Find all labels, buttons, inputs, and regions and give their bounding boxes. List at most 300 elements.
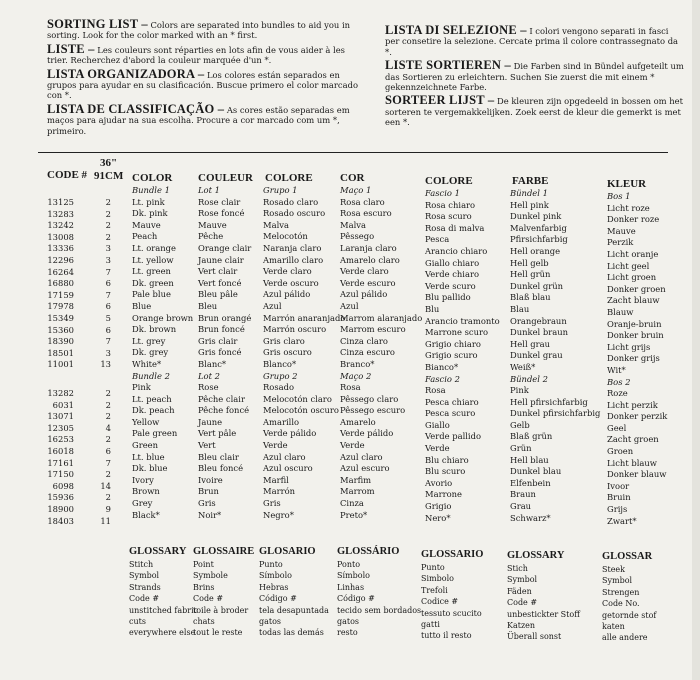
color-name: Geel: [607, 422, 627, 433]
color-name: Gris: [263, 498, 281, 509]
color-name: Melocotón oscuro: [263, 405, 339, 416]
bundle-label: Grupo 1: [263, 185, 298, 195]
color-name: Licht perzik: [607, 399, 658, 410]
color-name: Grün: [510, 443, 532, 454]
color-name: Blu: [425, 303, 440, 314]
color-name: Pesca: [425, 234, 450, 245]
glossary-item: todas las demás: [259, 628, 324, 638]
glossary-it: [421, 548, 483, 642]
glossary-item: Símbolo: [337, 571, 370, 581]
glossary-item: gatos: [259, 617, 282, 627]
color-name: Azul escuro: [340, 463, 390, 474]
color-name: Verde claro: [340, 266, 389, 277]
color-name: Verde claro: [263, 266, 312, 277]
glossary-item: chats: [193, 617, 215, 627]
color-name: Grigio chiaro: [425, 338, 481, 349]
header-kleur: KLEUR: [607, 178, 647, 190]
color-name: Licht grijs: [607, 341, 651, 352]
color-name: Vert: [198, 440, 216, 451]
code-column-bundle1: [40, 197, 74, 371]
color-name: Lt. pink: [132, 196, 165, 207]
color-name: Rosa di malva: [425, 222, 485, 233]
glossary-item: Code #: [507, 598, 538, 608]
color-name: Azul claro: [340, 451, 383, 462]
color-name: Licht groen: [607, 272, 657, 283]
glossary-item: Punto: [421, 563, 445, 572]
glossary-item: Código #: [259, 594, 297, 604]
color-code: 6098: [52, 480, 74, 491]
intro-paragraph: [47, 19, 367, 41]
intro-text: Les couleurs sont réparties en lots afin de vous aider à les trier. Recherchez d'abord la couleur marquée d'un *.: [47, 44, 345, 66]
color-name: Rosa scuro: [425, 211, 472, 222]
bundle-label: Fascio 1: [425, 188, 460, 198]
color-name: Blau: [510, 303, 530, 314]
color-name: Yellow: [132, 416, 160, 427]
glossary-item: katen: [602, 622, 625, 632]
glossary-en: [129, 545, 198, 639]
glossary-item: Code #: [193, 594, 224, 604]
color-name: Licht geel: [607, 260, 650, 271]
color-name: Pfirsichfarbig: [510, 234, 568, 245]
color-code: 6031: [52, 399, 74, 410]
intro-left: [47, 19, 367, 139]
strand-count: 5: [105, 312, 111, 323]
color-name: Dk. brown: [132, 324, 177, 335]
color-name: Cinza: [340, 498, 364, 509]
color-name: Gelb: [510, 419, 530, 430]
color-name: Donker groen: [607, 283, 666, 294]
color-name: Marrom: [340, 486, 375, 497]
color-name: Wit*: [607, 364, 626, 375]
kleur-column: [607, 191, 667, 527]
strand-count: 13: [100, 359, 111, 370]
color-code: 13282: [47, 388, 74, 398]
strand-count: 2: [105, 399, 111, 410]
color-name: Blu chiaro: [425, 454, 469, 465]
color-name: Lt. yellow: [132, 254, 174, 265]
strand-count: 6: [105, 278, 111, 289]
color-name: Pesca chiaro: [425, 396, 479, 407]
header-cor: COR: [340, 172, 365, 184]
color-name: Dunkel grün: [510, 280, 564, 291]
color-name: Pêche clair: [198, 393, 245, 404]
strand-count: 2: [105, 411, 111, 422]
color-name: Rosado oscuro: [263, 208, 326, 219]
glossary-item: Code No.: [602, 599, 640, 609]
color-code: 15360: [47, 324, 74, 335]
color-name: Vert clair: [198, 266, 238, 277]
color-name: Dk. pink: [132, 208, 168, 219]
color-name: Marrom alaranjado: [340, 312, 423, 323]
glossary-item: Código #: [337, 594, 375, 604]
glossary-item: Symbol: [129, 571, 160, 581]
strand-count: 2: [105, 220, 111, 231]
glossary-item: Trefoli: [421, 585, 448, 595]
glossary-item: Stich: [507, 564, 528, 573]
color-code: 17978: [47, 301, 74, 312]
color-name: Brun orangé: [198, 312, 252, 323]
color-name: Orangebraun: [510, 315, 567, 326]
glossary-title: GLOSSARY: [129, 546, 187, 557]
color-name: Blu pallido: [425, 292, 471, 303]
color-name: Pêche foncé: [198, 405, 250, 416]
intro-title: LISTE –: [47, 41, 95, 56]
color-name: Bleu: [198, 300, 218, 311]
color-name: Grijs: [607, 504, 628, 515]
color-name: Lt. blue: [132, 451, 165, 462]
divider-line: [38, 152, 668, 153]
glossary-pt: [337, 545, 421, 639]
color-name: Schwarz*: [510, 512, 551, 523]
color-name: Green: [132, 440, 159, 451]
color-name: Rosa claro: [340, 196, 385, 207]
intro-paragraph: [47, 101, 367, 136]
color-name: White*: [132, 358, 162, 369]
glossary-item: Codice #: [421, 597, 459, 607]
color-code: 13283: [47, 208, 74, 219]
bundle-label: Bundle 2: [132, 370, 170, 381]
color-name: Verde scuro: [425, 280, 476, 291]
color-name: Gris: [198, 498, 216, 509]
color-name: Hell grau: [510, 338, 551, 349]
glossary-title: GLOSSARIO: [421, 549, 484, 560]
color-code: 18900: [47, 503, 74, 514]
color-name: Avorio: [425, 477, 453, 488]
color-name: Jaune clair: [198, 254, 244, 265]
glossary-item: everywhere else: [129, 628, 196, 638]
glossary-item: gatti: [421, 620, 440, 630]
strand-count: 14: [100, 480, 111, 491]
color-column: [132, 185, 193, 521]
color-name: Rosado claro: [263, 196, 319, 207]
glossary-item: toile à broder: [193, 605, 249, 615]
colore-it-column: [425, 188, 500, 524]
color-name: Hell gelb: [510, 257, 549, 268]
color-code: 13336: [47, 243, 74, 254]
color-code: 18390: [47, 336, 74, 347]
color-name: Zacht groen: [607, 434, 659, 445]
glossary-item: Símbolo: [259, 571, 292, 581]
color-name: Azul: [263, 300, 282, 311]
color-name: Verde: [340, 440, 365, 451]
strand-count: 2: [105, 197, 111, 207]
bundle-label: Bundle 1: [132, 185, 170, 195]
strand-count: 7: [105, 266, 111, 277]
color-name: Weiß*: [510, 361, 536, 372]
color-name: Donker roze: [607, 214, 660, 225]
glossary-title: GLOSARIO: [259, 546, 316, 557]
couleur-column: [198, 185, 251, 521]
colore-es-column: [263, 185, 345, 521]
intro-paragraph: [385, 25, 685, 57]
glossary-item: Stitch: [129, 560, 154, 569]
color-code: 13242: [47, 220, 74, 231]
color-name: Preto*: [340, 509, 368, 520]
glossary-item: Überall sonst: [507, 632, 562, 642]
bundle-label: Lot 2: [198, 370, 220, 381]
color-name: Donker blauw: [607, 469, 667, 480]
glossary-item: tutto il resto: [421, 631, 472, 641]
color-name: Rosa: [340, 382, 361, 393]
bundle-label: Maço 2: [340, 370, 372, 381]
glossary-item: getornde stof: [602, 610, 657, 620]
color-name: Lt. green: [132, 266, 171, 277]
color-name: Noir*: [198, 509, 222, 520]
glossary-item: Steek: [602, 565, 626, 574]
color-name: Malva: [340, 219, 366, 230]
color-name: Rosa chiaro: [425, 199, 476, 210]
color-name: Dunkel braun: [510, 327, 569, 338]
color-name: Donker grijs: [607, 353, 660, 364]
glossary-item: Punto: [259, 560, 283, 569]
color-name: Rose clair: [198, 196, 241, 207]
bundle-label: Fascio 2: [425, 373, 460, 384]
glossary-item: tela desapuntada: [259, 605, 329, 615]
color-name: Vert pâle: [198, 428, 237, 439]
color-name: Groen: [607, 446, 634, 457]
strand-count: 7: [105, 457, 111, 468]
header-farbe: FARBE: [512, 175, 549, 187]
strand-count: 2: [105, 469, 111, 480]
count-column-bundle1: [95, 197, 111, 371]
color-name: Amarillo: [263, 416, 300, 427]
color-name: Licht blauw: [607, 457, 657, 468]
color-code: 16018: [47, 445, 74, 456]
intro-title: SORTEER LIJST –: [385, 93, 495, 108]
intro-text: I colori vengono separati in fasci per consetire la selezione. Cercate prima il colore contrassegnato da *.: [385, 26, 679, 57]
color-name: Pale green: [132, 428, 178, 439]
intro-paragraph: [385, 60, 685, 92]
strand-count: 2: [105, 492, 111, 503]
color-name: Verde: [263, 440, 288, 451]
color-name: Amarillo claro: [263, 254, 324, 265]
bundle-label: Lot 1: [198, 185, 220, 195]
glossary-title: GLOSSÁRIO: [337, 546, 400, 557]
color-name: Dunkel blau: [510, 466, 562, 477]
glossary-nl: [602, 550, 656, 644]
color-name: Azul pálido: [263, 289, 311, 300]
color-name: Dk. peach: [132, 405, 175, 416]
color-name: Cinza escuro: [340, 347, 395, 358]
glossary-item: resto: [337, 628, 358, 638]
color-name: Azul: [340, 300, 359, 311]
color-name: Verde pálido: [340, 428, 394, 439]
intro-title: LISTA ORGANIZADORA –: [47, 66, 205, 81]
color-name: Lt. peach: [132, 393, 172, 404]
glossary-item: Brins: [193, 582, 215, 592]
color-name: Lt. grey: [132, 335, 166, 346]
color-name: Giallo chiaro: [425, 257, 480, 268]
color-name: Gris claro: [263, 335, 305, 346]
color-name: Grau: [510, 501, 532, 512]
color-name: Azul pálido: [340, 289, 388, 300]
header-color: COLOR: [132, 172, 173, 184]
bundle-label: Bündel 2: [510, 373, 548, 384]
strand-count: 6: [105, 324, 111, 335]
header-code: CODE #: [47, 169, 88, 181]
glossary-item: Symbol: [507, 575, 538, 585]
color-name: Negro*: [263, 509, 294, 520]
color-name: Bianco*: [425, 361, 459, 372]
color-code: 15936: [47, 492, 74, 503]
color-code: 16253: [47, 434, 74, 445]
color-name: Zwart*: [607, 515, 637, 526]
color-name: Elfenbein: [510, 477, 551, 488]
glossary-item: unbestickter Stoff: [507, 609, 580, 619]
color-name: Pink: [132, 382, 151, 393]
color-name: Brun foncé: [198, 324, 245, 335]
color-name: Grey: [132, 498, 153, 509]
color-name: Dk. green: [132, 277, 174, 288]
color-name: Peach: [132, 231, 158, 242]
intro-text: Die Farben sind in Bündel aufgeteilt um das Sortieren zu erleichtern. Suchen Sie zuerst die mit einem * gekennzeichnete Farbe.: [385, 61, 684, 93]
glossary-fr: [193, 545, 254, 639]
intro-paragraph: [385, 95, 685, 127]
color-name: Rosado: [263, 382, 295, 393]
color-name: Marrone: [425, 489, 462, 500]
color-name: Orange brown: [132, 312, 194, 323]
glossary-item: tessuto scucito: [421, 608, 482, 618]
color-name: Marrón oscuro: [263, 324, 327, 335]
color-name: Braun: [510, 489, 536, 500]
color-name: Lt. orange: [132, 242, 177, 253]
color-name: Arancio chiaro: [425, 245, 488, 256]
intro-text: As cores estão separadas em maços para ajudar na sua escolha. Procure a cor marcado com um *, primeiro.: [47, 104, 350, 136]
color-name: Pêssego escuro: [340, 405, 406, 416]
color-name: Malva: [263, 219, 289, 230]
color-name: Gris oscuro: [263, 347, 312, 358]
header-count-bottom: 91CM: [94, 170, 124, 182]
color-name: Cinza claro: [340, 335, 388, 346]
color-name: Arancio tramonto: [425, 315, 500, 326]
color-code: 17150: [47, 469, 74, 480]
color-name: Dk. grey: [132, 347, 169, 358]
header-count-top: 36": [100, 157, 118, 169]
bundle-label: Bos 2: [607, 376, 631, 387]
glossary-es: [259, 545, 329, 639]
color-code: 18501: [47, 347, 74, 358]
cor-column: [340, 185, 422, 521]
color-name: Pink: [510, 385, 529, 396]
strand-count: 11: [100, 515, 111, 526]
color-name: Dk. blue: [132, 463, 168, 474]
glossary-item: Ponto: [337, 560, 361, 569]
glossary-item: cuts: [129, 617, 146, 627]
color-name: Dunkel grau: [510, 350, 563, 361]
color-name: Pesca scuro: [425, 408, 476, 419]
intro-title: LISTA DI SELEZIONE –: [385, 23, 527, 37]
intro-text: Los colores están separados en grupos para ayudar en su clasificación. Buscue primero el color marcado con *.: [47, 69, 359, 101]
intro-text: De kleuren zijn opgedeeld in bossen om het sorteren te vergemakkelijken. Zoek eerst de kleur die gemerkt is met een *.: [385, 96, 683, 128]
color-name: Blaß grün: [510, 431, 553, 442]
color-name: Mauve: [607, 225, 636, 236]
intro-title: SORTING LIST –: [47, 17, 148, 31]
color-name: Branco*: [340, 358, 375, 369]
color-name: Dunkel pink: [510, 211, 562, 222]
glossary-item: Katzen: [507, 621, 536, 631]
strand-count: 3: [105, 254, 111, 265]
color-name: Vert foncé: [198, 277, 242, 288]
color-name: Marrone scuro: [425, 327, 489, 338]
intro-right: [385, 25, 685, 131]
color-code: 13008: [47, 231, 74, 242]
glossary-title: GLOSSARY: [507, 550, 565, 561]
color-name: Marrón: [263, 486, 296, 497]
glossary-item: tout le reste: [193, 628, 243, 638]
color-name: Blauw: [607, 306, 634, 317]
page-edge: [692, 0, 700, 680]
glossary-item: Strands: [129, 582, 161, 592]
color-name: Blaß blau: [510, 292, 551, 303]
color-name: Orange clair: [198, 242, 252, 253]
glossary-item: tecido sem bordados: [337, 605, 422, 615]
strand-count: 4: [105, 422, 111, 433]
color-name: Melocotón claro: [263, 393, 332, 404]
color-name: Azul claro: [263, 451, 306, 462]
glossary-item: gatos: [337, 617, 360, 627]
color-name: Brown: [132, 486, 160, 497]
color-name: Laranja claro: [340, 242, 397, 253]
color-code: 11001: [47, 359, 74, 370]
color-name: Nero*: [425, 512, 451, 523]
color-code: 16880: [47, 278, 74, 289]
bundle-label: Maço 1: [340, 185, 372, 195]
color-name: Marrón anaranjado: [263, 312, 346, 323]
color-name: Dunkel pfirsichfarbig: [510, 408, 601, 419]
strand-count: 2: [105, 231, 111, 242]
color-name: Hell blau: [510, 454, 549, 465]
color-name: Amarelo: [340, 416, 376, 427]
glossary-item: Symbole: [193, 571, 228, 581]
color-name: Bleu pâle: [198, 289, 238, 300]
color-name: Verde chiaro: [425, 269, 480, 280]
color-name: Amarelo claro: [340, 254, 400, 265]
color-name: Black*: [132, 509, 160, 520]
intro-title: LISTA DE CLASSIFICAÇÃO –: [47, 101, 225, 116]
glossary-item: Simbolo: [421, 574, 454, 584]
glossary-de: [507, 549, 580, 643]
glossary-item: alle andere: [602, 633, 648, 643]
color-name: Licht oranje: [607, 248, 659, 259]
code-column-bundle2: [40, 388, 74, 527]
color-name: Pêssego claro: [340, 393, 399, 404]
color-name: Hell grün: [510, 269, 551, 280]
color-name: Ivory: [132, 474, 154, 485]
color-name: Rose foncé: [198, 208, 245, 219]
strand-count: 6: [105, 445, 111, 456]
color-name: Perzik: [607, 237, 634, 248]
bundle-label: Bos 1: [607, 191, 631, 201]
header-colore-es: COLORE: [265, 172, 313, 184]
color-name: Azul oscuro: [263, 463, 313, 474]
farbe-column: [510, 188, 600, 524]
color-name: Pêche: [198, 231, 224, 242]
strand-count: 3: [105, 347, 111, 358]
glossary-title: GLOSSAR: [602, 551, 653, 562]
color-name: Gris foncé: [198, 347, 242, 358]
color-name: Bleu foncé: [198, 463, 244, 474]
color-code: 12305: [47, 422, 74, 433]
color-name: Blue: [132, 300, 152, 311]
color-name: Grigio scuro: [425, 350, 478, 361]
glossary-item: Strengen: [602, 587, 640, 597]
intro-text: Colors are separated into bundles to aid you in sorting. Look for the color marked with an * first.: [47, 20, 351, 41]
color-name: Blanc*: [198, 358, 227, 369]
color-name: Marrom escuro: [340, 324, 406, 335]
color-name: Bruin: [607, 492, 631, 503]
color-name: Rosa: [425, 385, 446, 396]
color-name: Donker bruin: [607, 330, 664, 341]
